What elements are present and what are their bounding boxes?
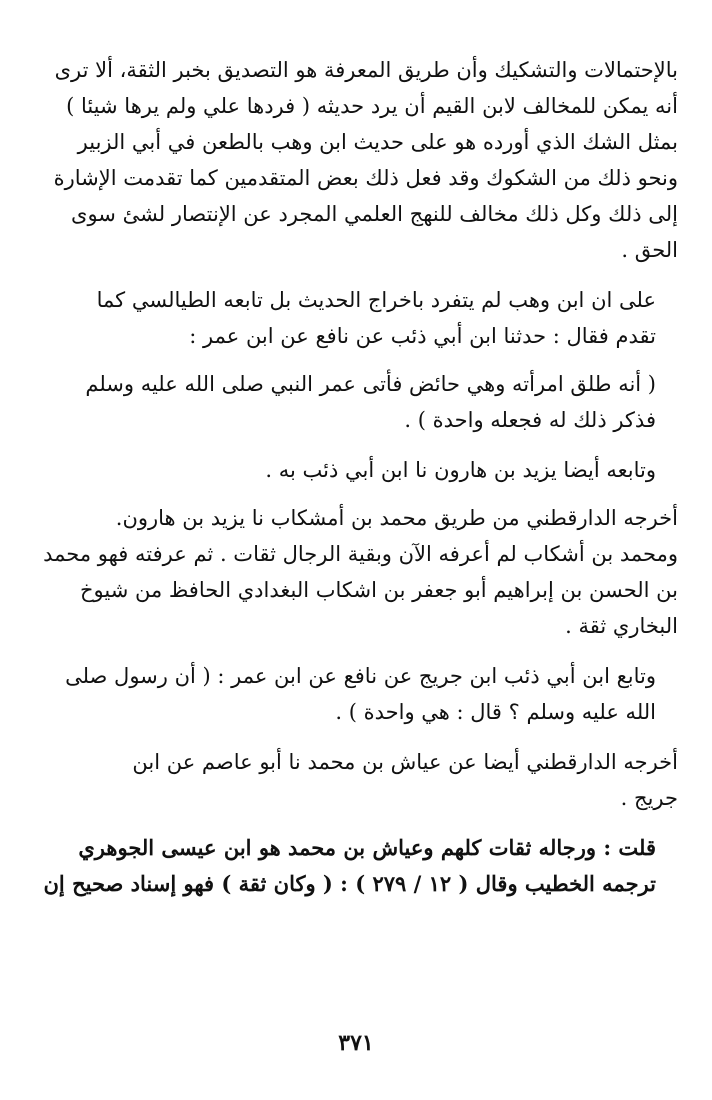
text-line: ترجمه الخطيب وقال ( ١٢ / ٢٧٩ ) : ( وكان ثقة ) فهو إسناد صحيح إن [43,871,656,896]
book-page [38,52,678,1092]
text-line: ( أنه طلق امرأته وهي حائض فأتى عمر النبي صلى الله عليه وسلم [85,372,656,396]
paragraph-7 [38,744,678,816]
paragraph-6 [38,658,678,730]
text-line: ومحمد بن أشكاب لم أعرفه الآن وبقية الرجال ثقات . ثم عرفته فهو محمد [43,542,678,566]
text-line: بالإحتمالات والتشكيك وأن طريق المعرفة هو التصديق بخبر الثقة، ألا ترى [54,58,678,82]
text-line: جريج . [620,786,678,810]
paragraph-8 [38,830,678,902]
paragraph-4 [38,452,678,488]
page-number: ٣٧١ [338,1030,374,1056]
paragraph-5 [38,500,678,644]
hadith-quote [38,366,678,438]
text-line: بن الحسن بن إبراهيم أبو جعفر بن اشكاب البغدادي الحافظ من شيوخ [79,578,678,602]
text-line: تقدم فقال : حدثنا ابن أبي ذئب عن نافع عن ابن عمر : [189,324,656,348]
text-line: أخرجه الدارقطني أيضا عن عياش بن محمد نا أبو عاصم عن ابن [132,750,678,774]
text-line: إلى ذلك وكل ذلك مخالف للنهج العلمي المجرد عن الإنتصار لشئ سوى [71,202,678,226]
text-line: وتابعه أيضا يزيد بن هارون نا ابن أبي ذئب به . [265,458,656,482]
text-line: الله عليه وسلم ؟ قال : هي واحدة ) . [335,700,656,724]
text-line: وتابع ابن أبي ذئب ابن جريج عن نافع عن ابن عمر : ( أن رسول صلى [65,664,656,688]
text-line: الحق . [621,238,678,262]
text-line: قلت : ورجاله ثقات كلهم وعياش بن محمد هو ابن عيسى الجوهري [78,835,656,860]
paragraph-2 [38,282,678,354]
text-line: أنه يمكن للمخالف لابن القيم أن يرد حديثه ( فردها علي ولم يرها شيئا ) [66,94,678,118]
text-line: ونحو ذلك من الشكوك وقد فعل ذلك بعض المتقدمين كما تقدمت الإشارة [53,166,678,190]
text-line: بمثل الشك الذي أورده هو على حديث ابن وهب بالطعن في أبي الزبير [77,130,678,154]
text-line: البخاري ثقة . [565,614,678,638]
text-line: أخرجه الدارقطني من طريق محمد بن أمشكاب نا يزيد بن هارون. [115,506,678,530]
text-line: على ان ابن وهب لم يتفرد باخراج الحديث بل تابعه الطيالسي كما [96,288,656,312]
paragraph-1 [38,52,678,268]
text-line: فذكر ذلك له فجعله واحدة ) . [404,408,656,432]
